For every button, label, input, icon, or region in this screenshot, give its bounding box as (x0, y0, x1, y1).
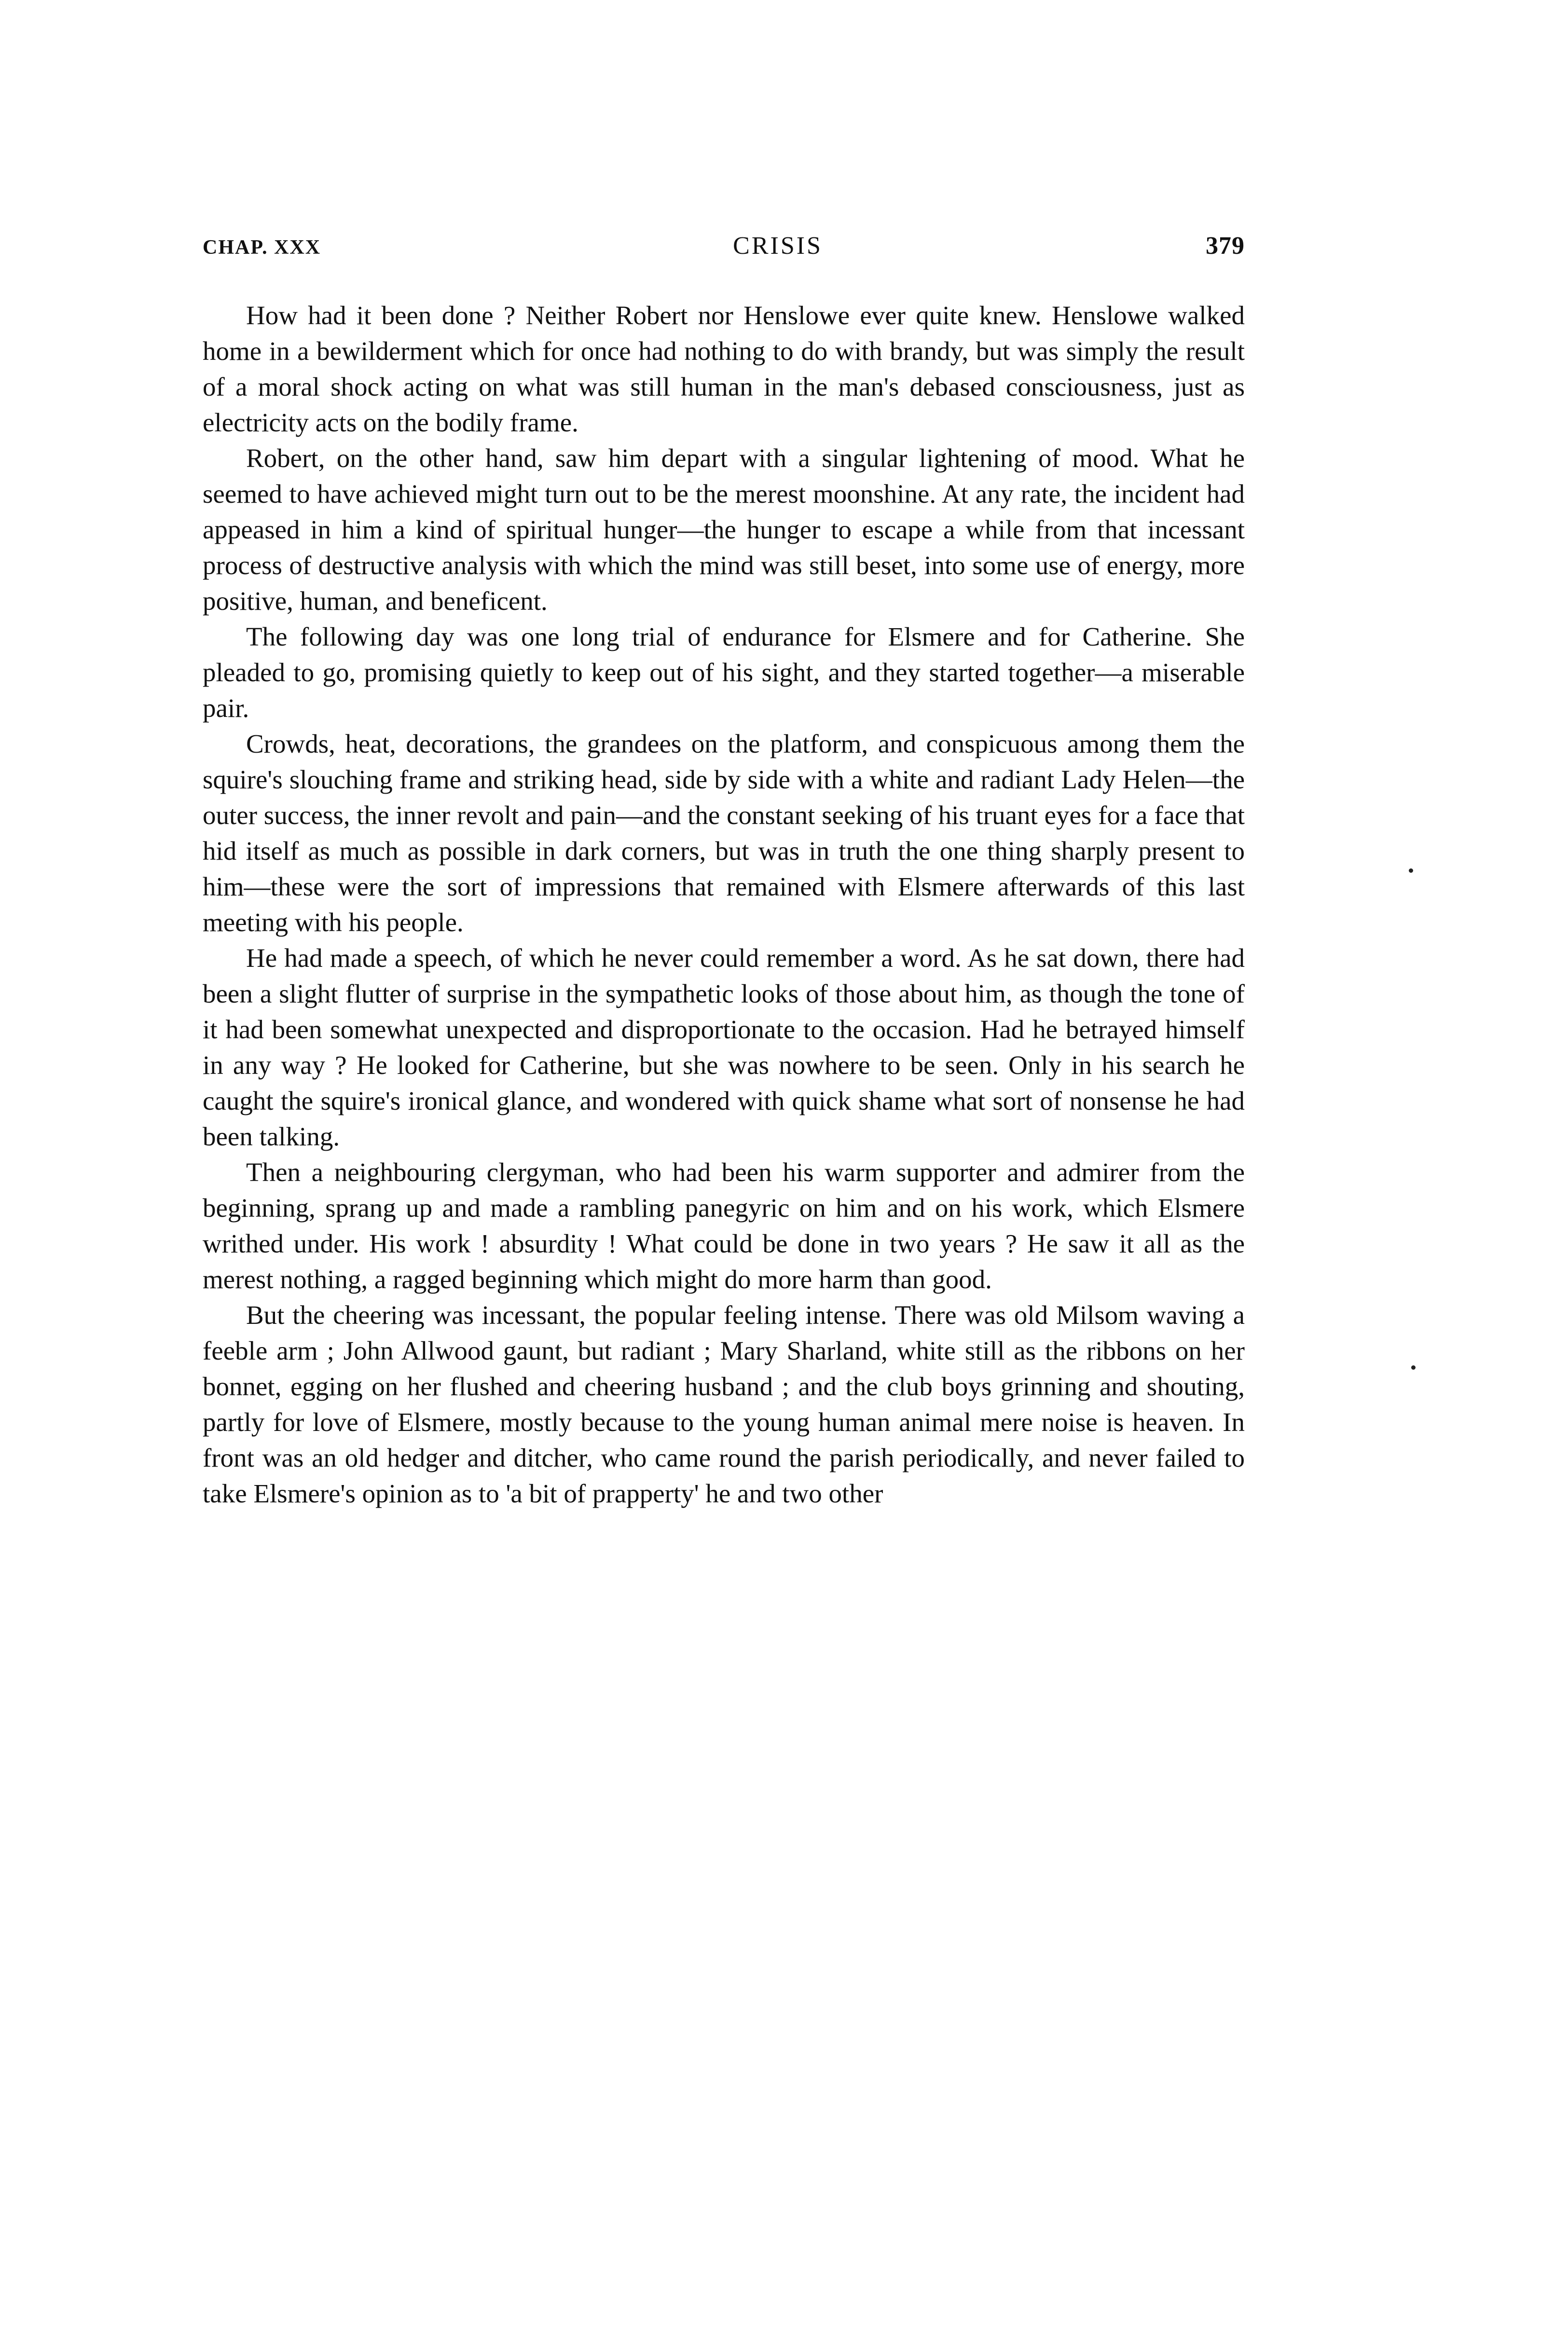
body-text (203, 298, 1245, 1512)
paragraph: How had it been done ? Neither Robert nor Henslowe ever quite knew. Henslowe walked home in a bewilderment which for once had nothing to do with brandy, but was simply the result of a moral shock acting on what was still human in the man's debased consciousness, just as electricity acts on the bodily frame. (203, 301, 1245, 437)
paragraph: Robert, on the other hand, saw him depart with a singular lightening of mood. What he seemed to have achieved might turn out to be the merest moonshine. At any rate, the incident had appeased in him a kind of spiritual hunger—the hunger to escape a while from that incessant process of destructive analysis with which the mind was still beset, into some use of energy, more positive, human, and beneficent. (203, 443, 1245, 616)
running-head (203, 232, 1245, 260)
paragraph: The following day was one long trial of endurance for Elsmere and for Catherine. She pleaded to go, promising quietly to keep out of his sight, and they started together—a miserable pair. (203, 622, 1245, 723)
marginal-mark-dot (1411, 1365, 1416, 1370)
running-head-title: CRISIS (733, 232, 823, 260)
page-content (203, 232, 1245, 1512)
paragraph: Then a neighbouring clergyman, who had been his warm supporter and admirer from the beginning, sprang up and made a rambling panegyric on him and on his work, which Elsmere writhed under. His work ! absurdity ! What could be done in two years ? He saw it all as the merest nothing, a ragged beginning which might do more harm than good. (203, 1157, 1245, 1294)
running-head-chapter: CHAP. XXX (203, 236, 321, 259)
paragraph: He had made a speech, of which he never could remember a word. As he sat down, there had been a slight flutter of surprise in the sympathetic looks of those about him, as though the tone of it had been somewhat unexpected and disproportionate to the occasion. Had he betrayed himself in any way ? He looked for Catherine, but she was nowhere to be seen. Only in his search he caught the squire's ironical glance, and wondered with quick shame what sort of nonsense he had been talking. (203, 943, 1245, 1151)
paragraph: Crowds, heat, decorations, the grandees on the platform, and conspicuous among them the squire's slouching frame and striking head, side by side with a white and radiant Lady Helen—the outer success, the inner revolt and pain—and the constant seeking of his truant eyes for a face that hid itself as much as possible in dark corners, but was in truth the one thing sharply present to him—these were the sort of impressions that remained with Elsmere afterwards of this last meeting with his people. (203, 729, 1245, 937)
paragraph: But the cheering was incessant, the popular feeling intense. There was old Milsom waving a feeble arm ; John Allwood gaunt, but radiant ; Mary Sharland, white still as the ribbons on her bonnet, egging on her flushed and cheering husband ; and the club boys grinning and shouting, partly for love of Elsmere, mostly because to the young human animal mere noise is heaven. In front was an old hedger and ditcher, who came round the parish periodically, and never failed to take Elsmere's opinion as to 'a bit of prapperty' he and two other (203, 1300, 1245, 1508)
marginal-mark-dot (1409, 868, 1413, 873)
page-number: 379 (1206, 232, 1245, 260)
